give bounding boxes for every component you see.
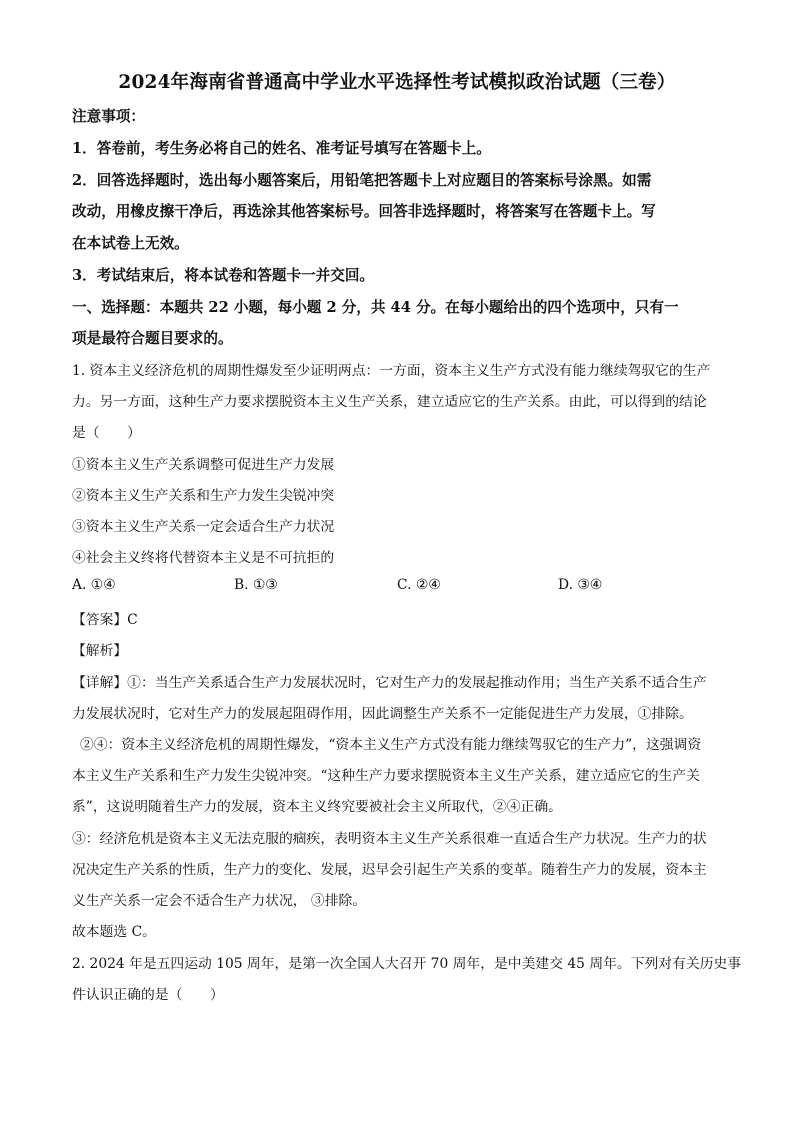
notice-line-5: 3．考试结束后，将本试卷和答题卡一并交回。 — [72, 267, 375, 284]
q1-detail-line-1: 【详解】①：当生产关系适合生产力发展状况时，它对生产力的发展起推动作用；当生产关系不适合生产 — [72, 675, 707, 691]
page-title: 2024年海南省普通高中学业水平选择性考试模拟政治试题（三卷） — [118, 72, 676, 93]
q1-detail-line-5: 系”，这说明随着生产力的发展，资本主义终究要被社会主义所取代，②④正确。 — [72, 799, 562, 815]
q1-answer: 【答案】C — [72, 612, 138, 628]
q1-statement-4: ④社会主义终将代替资本主义是不可抗拒的 — [72, 550, 335, 566]
section-heading-line-2: 项是最符合题目要求的。 — [72, 330, 233, 347]
q1-detail-line-2: 力发展状况时，它对生产力的发展起阻碍作用，因此调整生产关系不一定能促进生产力发展，①排除。 — [72, 706, 693, 722]
q1-stem-line-2: 力。另一方面，这种生产力要求摆脱资本主义生产关系，建立适应它的生产关系。由此，可以得到的结论 — [72, 394, 707, 410]
notice-line-2: 2．回答选择题时，选出每小题答案后，用铅笔把答题卡上对应题目的答案标号涂黑。如需 — [72, 172, 652, 189]
notice-line-1: 1．答卷前，考生务必将自己的姓名、准考证号填写在答题卡上。 — [72, 140, 491, 157]
q1-option-b: B. ①③ — [234, 577, 278, 593]
q1-stem-line-3: 是（ ） — [72, 425, 141, 441]
q1-conclusion: 故本题选 C。 — [72, 924, 156, 940]
q1-option-a: A. ①④ — [72, 577, 116, 593]
q2-stem-line-1: 2. 2024 年是五四运动 105 周年，是第一次全国人大召开 70 周年，是中美建交 45 周年。下列对有关历史事 — [72, 956, 742, 972]
notice-heading: 注意事项： — [72, 108, 145, 125]
notice-line-4: 在本试卷上无效。 — [72, 235, 189, 252]
q1-analysis-label: 【解析】 — [72, 643, 128, 659]
section-heading-line-1: 一、选择题：本题共 22 小题，每小题 2 分，共 44 分。在每小题给出的四个选项中，只有一 — [72, 299, 679, 316]
q1-statement-1: ①资本主义生产关系调整可促进生产力发展 — [72, 457, 335, 473]
q1-statement-2: ②资本主义生产关系和生产力发生尖锐冲突 — [72, 488, 335, 504]
q1-option-d: D. ③④ — [558, 577, 603, 593]
q1-option-c: C. ②④ — [397, 577, 441, 593]
q1-detail-line-4: 本主义生产关系和生产力发生尖锐冲突。“这种生产力要求摆脱资本主义生产关系，建立适应它的生产关 — [72, 768, 700, 784]
notice-line-3: 改动，用橡皮擦干净后，再选涂其他答案标号。回答非选择题时，将答案写在答题卡上。写 — [72, 203, 656, 220]
q1-detail-line-3: ②④：资本主义经济危机的周期性爆发，“资本主义生产方式没有能力继续驾驭它的生产力”，这强调资 — [80, 737, 702, 753]
q1-detail-line-6: ③：经济危机是资本主义无法克服的痼疾，表明资本主义生产关系很难一直适合生产力状况。生产力的状 — [72, 831, 707, 847]
q1-detail-line-7: 况决定生产关系的性质，生产力的变化、发展，迟早会引起生产关系的变革。随着生产力的发展，资本主 — [72, 862, 707, 878]
q1-detail-line-8: 义生产关系一定会不适合生产力状况， ③排除。 — [72, 893, 367, 909]
q1-stem-line-1: 1. 资本主义经济危机的周期性爆发至少证明两点：一方面，资本主义生产方式没有能力继续驾驭它的生产 — [72, 363, 711, 379]
q1-statement-3: ③资本主义生产关系一定会适合生产力状况 — [72, 519, 335, 535]
q2-stem-line-2: 件认识正确的是（ ） — [72, 987, 224, 1003]
